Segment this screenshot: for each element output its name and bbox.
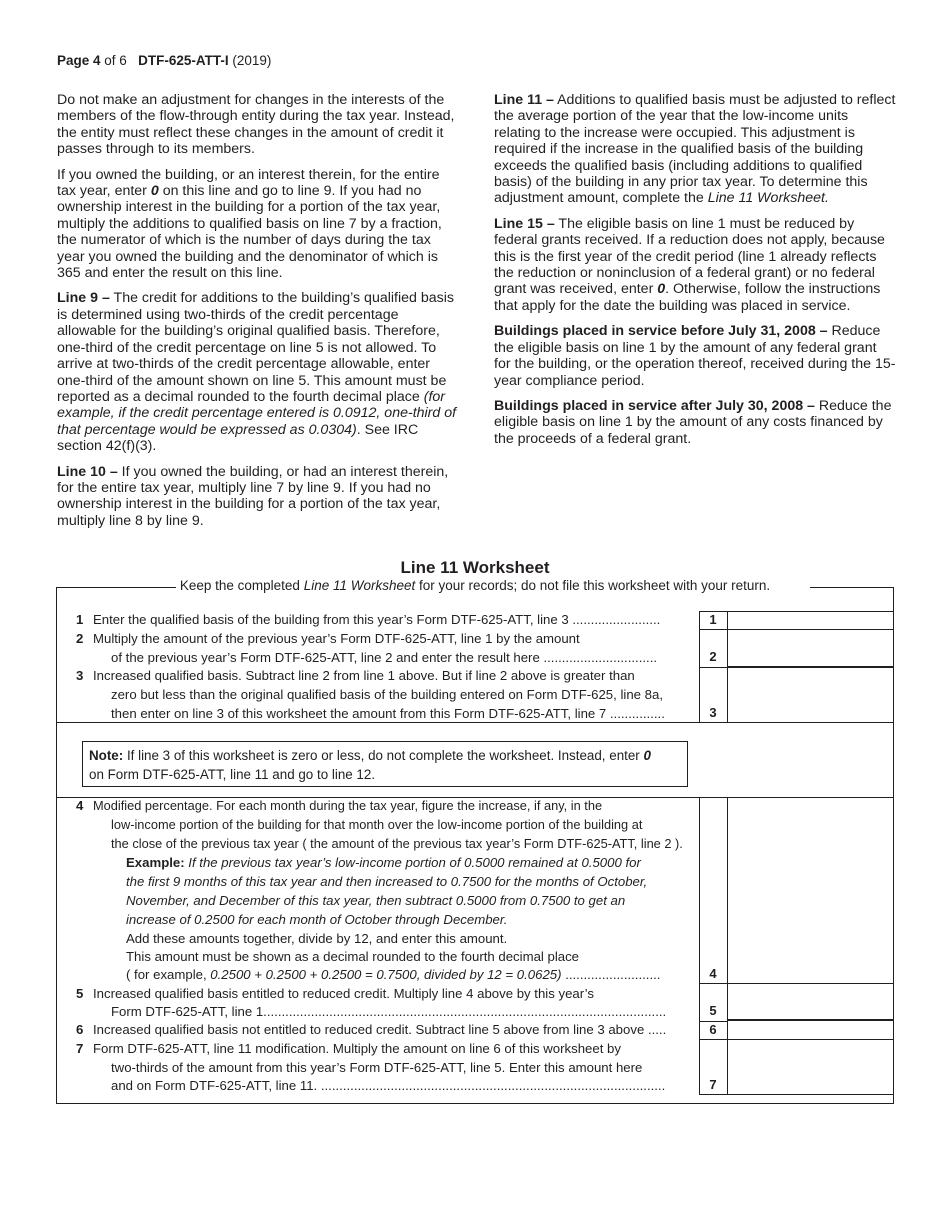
right-column	[494, 92, 896, 456]
worksheet-line-7-cont: and on Form DTF-625-ATT, line 11. ..............................................................................................	[111, 1078, 666, 1093]
worksheet-example-cont: November, and December of this tax year, then subtract 0.5000 from 0.7500 to get an	[126, 893, 626, 908]
worksheet-line-4: Modified percentage. For each month during the tax year, figure the increase, if any, in the	[93, 798, 603, 813]
worksheet-line-6: Increased qualified basis not entitled to reduced credit. Subtract line 5 above from line 3 above .....	[93, 1022, 667, 1037]
divider	[727, 1019, 894, 1021]
line-number-label: 1	[709, 612, 717, 627]
line-number: 6	[76, 1022, 84, 1037]
worksheet-line-4-cont: Add these amounts together, divide by 12, and enter this amount.	[126, 931, 508, 946]
line-number: 2	[76, 631, 84, 646]
worksheet-line-3-cont: zero but less than the original qualified basis of the building entered on Form DTF-625, line 8a,	[111, 687, 663, 702]
worksheet-line-3: Increased qualified basis. Subtract line 2 from line 1 above. But if line 2 above is greater than	[93, 668, 635, 683]
line-number-label: 6	[709, 1022, 717, 1037]
worksheet-line-5: Increased qualified basis entitled to reduced credit. Multiply line 4 above by this year’s	[93, 986, 594, 1001]
line-7-field[interactable]	[728, 1040, 893, 1093]
worksheet-line-7-cont: two-thirds of the amount from this year’s Form DTF-625-ATT, line 5. Enter this amount here	[111, 1060, 643, 1075]
line-4-field[interactable]	[728, 798, 893, 982]
worksheet-example-cont: the first 9 months of this tax year and then increased to 0.7500 for the months of October,	[126, 874, 648, 889]
paragraph: If you owned the building, or an interest therein, for the entire tax year, enter 0 on this line and go to line 9. If you had no ownership interest in the building for a portion of the tax year, multiply the additions to qualified basis on line 7 by a fraction, the numerator of which is the number of days during the tax year you owned the building and the denominator of which is 365 and enter the result on this line.	[57, 166, 442, 282]
paragraph: Do not make an adjustment for changes in the interests of the members of the flow-through entity during the tax year. Instead, the entity must reflect these changes in the amount of credit it passes through to its members.	[57, 92, 455, 158]
divider	[56, 722, 894, 723]
line-2-field[interactable]	[728, 630, 893, 666]
worksheet-note: Note: If line 3 of this worksheet is zero or less, do not complete the worksheet. Instead, enter 0 on Form DTF-625-ATT, line 11 and go to line 12.	[82, 741, 688, 787]
page-header: Page 4 of 6 DTF-625-ATT-I (2019)	[57, 53, 272, 68]
worksheet-line-4-cont: the close of the previous tax year ( the amount of the previous tax year’s Form DTF-625-ATT, line 2 ).	[111, 836, 683, 851]
worksheet-example: Example: If the previous tax year’s low-income portion of 0.5000 remained at 0.5000 for	[126, 855, 641, 870]
worksheet-line-4-cont: This amount must be shown as a decimal rounded to the fourth decimal place	[126, 949, 580, 964]
worksheet-line-4-cont: ( for example, 0.2500 + 0.2500 + 0.2500 = 0.7500, divided by 12 = 0.0625) ..........................	[126, 967, 661, 982]
line-1-field[interactable]	[728, 612, 893, 629]
buildings-after-2008: Buildings placed in service after July 30, 2008 – Reduce the eligible basis on line 1 by the amount of any costs financed by the proceeds of a federal grant.	[494, 397, 892, 447]
line-number: 7	[76, 1041, 84, 1056]
line-number: 4	[76, 798, 84, 813]
worksheet-line-1: Enter the qualified basis of the building from this year’s Form DTF-625-ATT, line 3 ........................	[93, 612, 661, 627]
divider	[699, 1094, 894, 1095]
line-number-label: 4	[709, 966, 717, 981]
line-9-instructions: Line 9 – The credit for additions to the building’s qualified basis is determined using two-thirds of the credit percentage allowable for the building’s original qualified basis. Therefore, one-third of the credit percentage on line 5 is not allowed. To arrive at two-thirds of the credit percentage allowable, enter one-third of the amount shown on line 5. This amount must be reported as a decimal rounded to the fourth decimal place (for example, if the credit percentage entered is 0.0912, one-third of that percentage would be expressed as 0.0304). See IRC section 42(f)(3).	[57, 290, 457, 455]
line-15-instructions: Line 15 – The eligible basis on line 1 must be reduced by federal grants received. If a reduction does not apply, because this is the first year of the credit period (line 1 already reflects the reduction or noninclusion of a federal grant) or no federal grant was received, enter 0. Otherwise, follow the instructions that apply for the date the building was placed in service.	[494, 215, 885, 314]
line-number-label: 5	[709, 1003, 717, 1018]
left-column	[57, 92, 459, 538]
worksheet-line-3-cont: then enter on line 3 of this worksheet the amount from this Form DTF-625-ATT, line 7 ...............	[111, 706, 665, 721]
line-number: 3	[76, 668, 84, 683]
worksheet-line-7: Form DTF-625-ATT, line 11 modification. Multiply the amount on line 6 of this worksheet by	[93, 1041, 621, 1056]
worksheet-subtitle: Keep the completed Line 11 Worksheet for your records; do not file this worksheet with your return.	[179, 578, 771, 593]
line-number: 1	[76, 612, 84, 627]
line-number-label: 7	[709, 1077, 717, 1092]
worksheet-example-cont: increase of 0.2500 for each month of October through December.	[126, 912, 508, 927]
worksheet-line-2-cont: of the previous year’s Form DTF-625-ATT, line 2 and enter the result here ...............................	[111, 650, 658, 665]
worksheet-line-2: Multiply the amount of the previous year’s Form DTF-625-ATT, line 1 by the amount	[93, 631, 580, 646]
line-10-instructions: Line 10 – If you owned the building, or had an interest therein, for the entire tax year, multiply line 7 by line 9. If you had no ownership interest in the building for a portion of the tax year, multiply line 8 by line 9.	[57, 463, 449, 529]
divider	[699, 797, 700, 1094]
line-number-label: 2	[709, 649, 717, 664]
worksheet-title: Line 11 Worksheet	[400, 558, 550, 577]
line-number: 5	[76, 986, 84, 1001]
line-11-instructions: Line 11 – Additions to qualified basis must be adjusted to reflect the average portion of the year that the low-income units relating to the increase were occupied. This adjustment is required if the increase in the qualified basis of the building exceeds the qualified basis (including additions to qualified basis) of the building in any prior tax year. To determine this adjustment amount, complete the Line 11 Worksheet.	[494, 92, 896, 207]
divider	[699, 667, 727, 668]
worksheet-line-4-cont: low-income portion of the building for that month over the low-income portion of the building at	[111, 817, 643, 832]
line-5-field[interactable]	[728, 984, 893, 1019]
line-number-label: 3	[709, 705, 717, 720]
line-6-field[interactable]	[728, 1022, 893, 1038]
line-3-field[interactable]	[728, 668, 893, 721]
worksheet-line-5-cont: Form DTF-625-ATT, line 1..............................................................................................................	[111, 1004, 667, 1019]
buildings-before-2008: Buildings placed in service before July 31, 2008 – Reduce the eligible basis on line 1 by the amount of any federal grant for the building, or the operation thereof, received during the 15-year compliance period.	[494, 323, 896, 389]
